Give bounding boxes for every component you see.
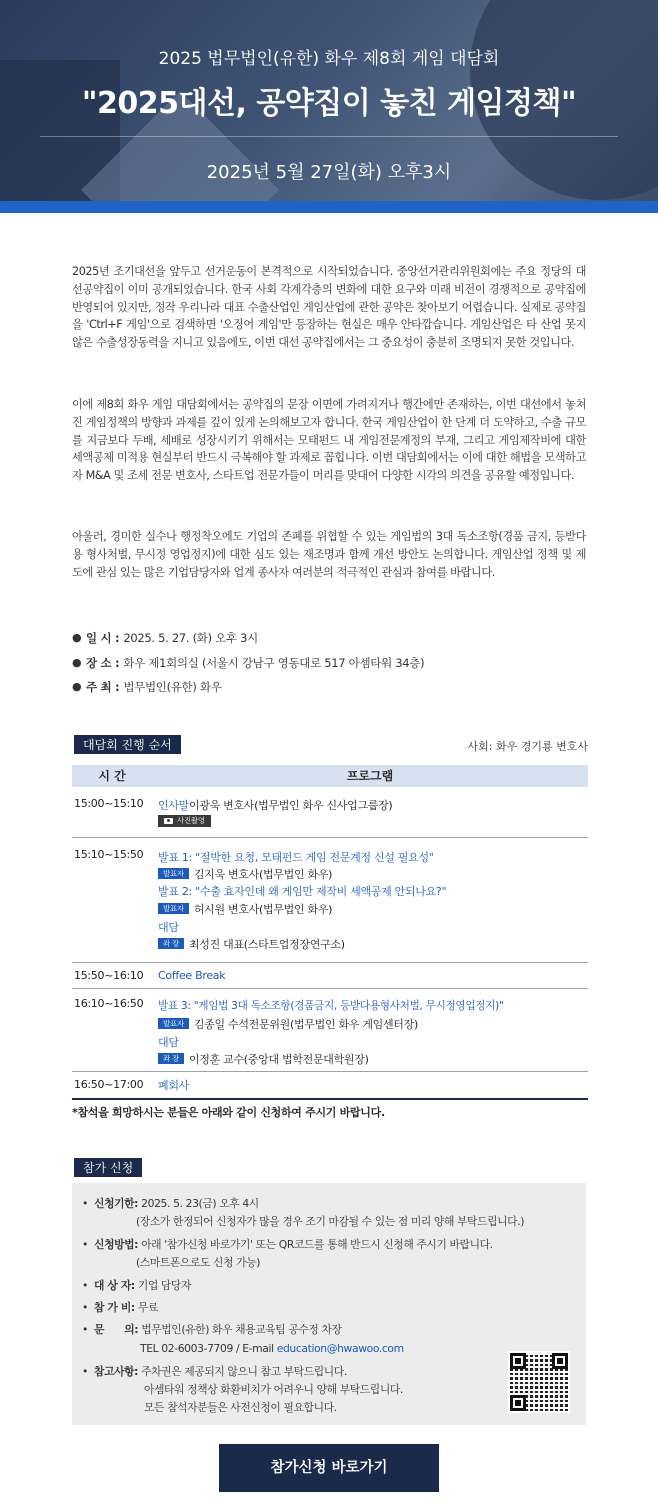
header-divider	[40, 136, 618, 137]
table-bottom-rule	[72, 1098, 588, 1100]
bullet-icon: •	[82, 1365, 95, 1378]
email-link[interactable]: education@hwawoo.com	[276, 1342, 404, 1355]
event-subtitle: 2025 법무법인(유한) 화우 제8회 게임 대담회	[158, 49, 500, 69]
speaker-badge: 발표자	[158, 1018, 189, 1029]
info-date: ● 일 시 : 2025. 5. 27. (화) 오후 3시	[72, 631, 258, 646]
schedule-header	[72, 765, 588, 787]
info-host: ● 주 최 : 법무법인(유한) 화우	[72, 680, 222, 695]
header-accent-bar	[0, 201, 658, 213]
event-info-list	[72, 626, 586, 700]
reg-note-3: 모든 참석자분들은 사전신청이 필요합니다.	[144, 1401, 337, 1414]
bullet-icon: ●	[72, 655, 82, 669]
bullet-icon: ●	[72, 680, 82, 694]
reg-deadline: • 신청기한: 2025. 5. 23(금) 오후 4시	[82, 1197, 259, 1210]
schedule-section-tag: 대담회 진행 순서	[74, 735, 181, 754]
table-row: 16:50~17:00 폐회사	[74, 1078, 189, 1092]
reg-method-note: (스마트폰으로도 신청 가능)	[136, 1256, 261, 1269]
bullet-icon: •	[82, 1323, 95, 1336]
table-row: 16:10~16:50 발표 3: "게임법 3대 독소조항(경품금지, 등받다용형사처벌, 무시정영업정지)" 발표자 김종일 수석전문위원(법무법인 화우 게임센터장) 대담 좌 장 이정훈 교수(중앙대 법학전문대학원장)	[72, 989, 588, 1072]
attendance-note: *참석을 희망하시는 분들은 아래와 같이 신청하여 주시기 바랍니다.	[72, 1106, 385, 1119]
reg-target: • 대 상 자: 기업 담당자	[82, 1279, 191, 1292]
table-row: 15:10~15:50 발표 1: "절박한 요청, 모태펀드 게임 전문계정 신설 필요성" 발표자 김지욱 변호사(법무법인 화우) 발표 2: "수출 효자인데 왜 게임만 제작비 세액공제 안되나요?" 발표자 허시원 변호사(법무법인 화우) 대담 좌 장 최성진 대표(스타트업정장연구소)	[72, 838, 588, 963]
register-button[interactable]: 참가신청 바로가기	[219, 1444, 439, 1492]
reg-fee: • 참 가 비: 무료	[82, 1301, 158, 1314]
bullet-icon: •	[82, 1301, 95, 1314]
info-venue: ● 장 소 : 화우 제1회의실 (서울시 강남구 영동대로 517 아셈타워 34층)	[72, 655, 425, 670]
schedule-table	[72, 765, 588, 1097]
reg-notes: • 참고사항: 주차권은 제공되지 않으니 참고 부탁드립니다.	[82, 1365, 347, 1378]
registration-box	[72, 1183, 586, 1425]
bullet-icon: •	[82, 1197, 95, 1210]
bullet-icon: •	[82, 1238, 95, 1251]
header-banner	[0, 0, 658, 212]
bullet-icon: ●	[72, 631, 82, 645]
photo-badge: 사진촬영	[158, 815, 211, 827]
intro-paragraph-3: 아울러, 경미한 실수나 행정착오에도 기업의 존폐를 위협할 수 있는 게임법의 3대 독소조항(경품 금지, 등받다용 형사처벌, 무시정 영업정지)에 대한 심도 있는 재조명과 함께 개선 방안도 논의합니다. 게임산업 정책 및 제도에 관심 있는 많은 기업담당자와 업계 종사자 여러분의 적극적인 관심과 참여를 바랍니다.	[72, 530, 586, 579]
reg-note-2: 아셈타워 정책상 화환비치가 어려우니 양해 부탁드립니다.	[144, 1383, 403, 1396]
event-date: 2025년 5월 27일(화) 오후3시	[206, 162, 452, 183]
chair-badge: 좌 장	[158, 938, 184, 949]
intro-paragraph-2: 이에 제8회 화우 게임 대담회에서는 공약집의 문장 이면에 가려지거나 행간에만 존재하는, 이번 대선에서 놓쳐진 게임정책의 방향과 과제를 깊이 있게 논의해보고자 합니다. 한국 게임산업이 한 단계 더 도약하고, 수출 규모를 지금보다 두배, 세배로 성장시키기 위해서는 모태펀드 내 게임전문계정의 부재, 그리고 게임제작비에 대한 세액공제 미적용 현실부터 반드시 극복해야 할 과제로 꼽힙니다. 이번 대담회에서는 이에 대한 해법을 모색하고자 M&A 및 조세 전문 변호사, 스타트업 전문가들이 머리를 맞대어 다양한 시각의 의견을 공유할 예정입니다.	[72, 398, 586, 483]
reg-contact-detail: TEL 02-6003-7709 / E-mail education@hwawoo.com	[140, 1342, 404, 1355]
table-row: 15:50~16:10 Coffee Break	[72, 963, 588, 989]
moderator-label: 사회: 화우 경기룡 변호사	[467, 740, 588, 753]
col-time-header: 시 간	[98, 769, 126, 783]
table-row: 15:00~15:10 인사말 이광욱 변호사(법무법인 화우 신사업그룹장) 사진촬영	[72, 787, 588, 838]
col-program-header: 프로그램	[346, 769, 394, 783]
reg-method: • 신청방법: 아래 '참가신청 바로가기' 또는 QR코드를 통해 반드시 신청해 주시기 바랍니다.	[82, 1238, 493, 1251]
event-title: "2025대선, 공약집이 놓친 게임정책"	[81, 86, 577, 121]
intro-paragraph-1: 2025년 조기대선을 앞두고 선거운동이 본격적으로 시작되었습니다. 중앙선거관리위원회에는 주요 정당의 대선공약집이 이미 공개되었습니다. 한국 사회 각계각층의 변화에 대한 요구와 미래 비전이 경쟁적으로 공약집에 반영되어 있지만, 정작 우리나라 대표 수출산업인 게임산업에 관한 공약은 찾아보기 어렵습니다. 실제로 공약집을 'Ctrl+F 게임'으로 검색하면 '오징어 게임'만 등장하는 현실은 매우 안타깝습니다. 게임산업은 타 산업 못지않은 수출성장동력을 지니고 있음에도, 이번 대선 공약집에서는 그 중요성이 충분히 조명되지 못한 것입니다.	[72, 265, 586, 350]
speaker-badge: 발표자	[158, 903, 189, 914]
speaker-badge: 발표자	[158, 868, 189, 879]
qr-code-icon[interactable]	[508, 1351, 570, 1413]
camera-icon	[164, 818, 173, 824]
reg-contact: • 문 의: 법무법인(유한) 화우 채용교육팀 공수정 차장	[82, 1323, 342, 1336]
bullet-icon: •	[82, 1279, 95, 1292]
reg-deadline-note: (장소가 한정되어 신청자가 많을 경우 조기 마감될 수 있는 점 미리 양해 부탁드립니다.)	[136, 1215, 525, 1228]
registration-section-tag: 참가 신청	[74, 1158, 142, 1177]
chair-badge: 좌 장	[158, 1053, 184, 1064]
